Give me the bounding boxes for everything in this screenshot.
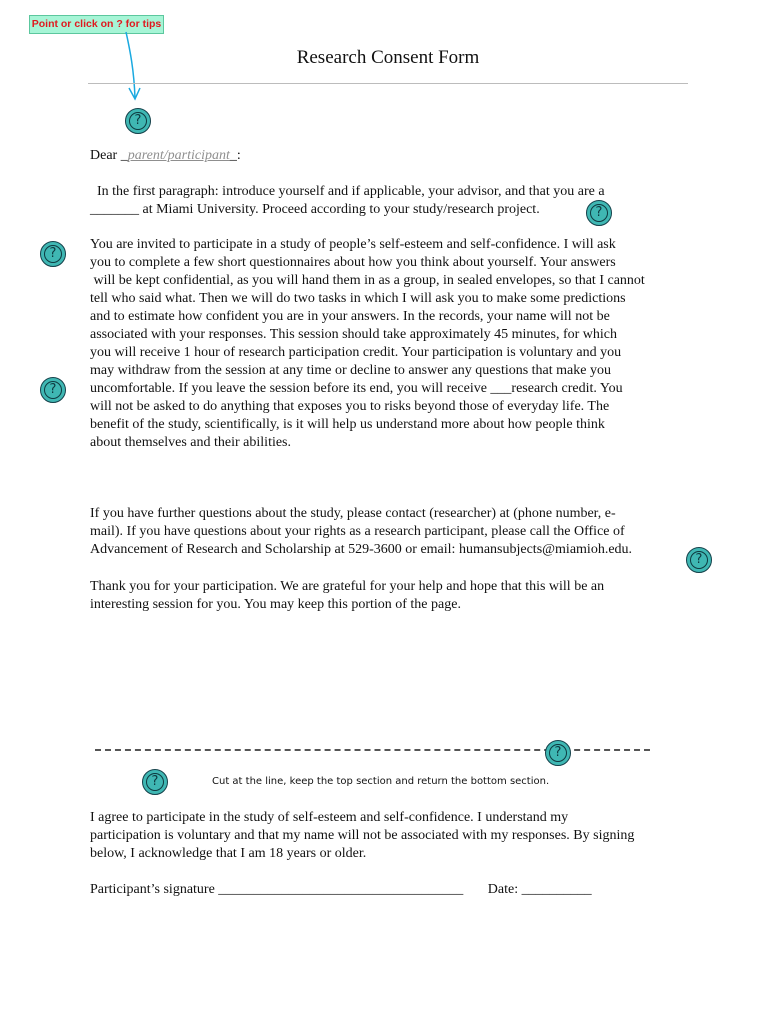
help-icon-study[interactable] <box>40 241 66 267</box>
page-title: Research Consent Form <box>296 47 480 68</box>
recipient-placeholder: parent/participant <box>127 148 230 163</box>
question-mark-icon: ? <box>151 774 159 789</box>
help-icon-contact[interactable] <box>686 547 712 573</box>
salutation-prefix: Dear _ <box>90 148 128 163</box>
question-mark-icon: ? <box>49 382 57 397</box>
tips-banner[interactable]: Point or click on ? for tips <box>29 15 164 34</box>
question-mark-icon: ? <box>595 205 603 220</box>
thanks-paragraph: Thank you for your participation. We are grateful for your help and hope that this will be an interesting session for you. You may keep this portion of the page. <box>90 579 605 612</box>
questions-paragraph: If you have further questions about the study, please contact (researcher) at (phone number, e- mail). If you have questions about your rights as a research participant, please call the Office of Advancement of Research and Scholarship at 529-3600 or email: humansubjects@miamioh.edu. <box>90 506 633 557</box>
help-icon-cut-note[interactable] <box>142 769 168 795</box>
agreement-paragraph: I agree to participate in the study of self-esteem and self-confidence. I understand my participation is voluntary and that my name will not be associated with my responses. By signing below, I acknowledge that I am 18 years or older. <box>90 810 635 861</box>
title-divider <box>88 83 688 84</box>
question-mark-icon: ? <box>554 745 562 760</box>
salutation <box>90 147 241 165</box>
signature-line: Participant’s signature ___________________________________ Date: __________ <box>90 882 592 897</box>
question-mark-icon: ? <box>134 113 142 128</box>
question-mark-icon: ? <box>49 246 57 261</box>
salutation-suffix: _: <box>229 148 241 163</box>
help-icon-credit[interactable] <box>40 377 66 403</box>
help-icon-intro[interactable] <box>586 200 612 226</box>
intro-paragraph: In the first paragraph: introduce yourself and if applicable, your advisor, and that you are a _______ at Miami University. Proceed according to your study/research project. <box>90 184 605 217</box>
question-mark-icon: ? <box>695 552 703 567</box>
cut-instruction: Cut at the line, keep the top section and return the bottom section. <box>212 776 550 787</box>
help-icon-top[interactable] <box>125 108 151 134</box>
study-description-paragraph: You are invited to participate in a study of people’s self-esteem and self-confidence. I will ask you to complete a few short questionnaires about how you think about yourself. Your answers will be kept confidential, as you will hand them in as a group, in sealed envelopes, so that I cannot tell who said what. Then we will do two tasks in which I will ask you to make some predictions and to estimate how confident you are in your answers. In the records, your name will not be associated with your responses. This session should take approximately 45 minutes, for which you will receive 1 hour of research participation credit. Your participation is voluntary and you may withdraw from the session at any time or decline to answer any questions that make you uncomfortable. If you leave the session before its end, you will receive ___research credit. You will not be asked to do anything that exposes you to risks beyond those of everyday life. The benefit of the study, scientifically, is it will help us understand more about how people think about themselves and their abilities. <box>90 237 645 450</box>
help-icon-cut-line[interactable] <box>545 740 571 766</box>
